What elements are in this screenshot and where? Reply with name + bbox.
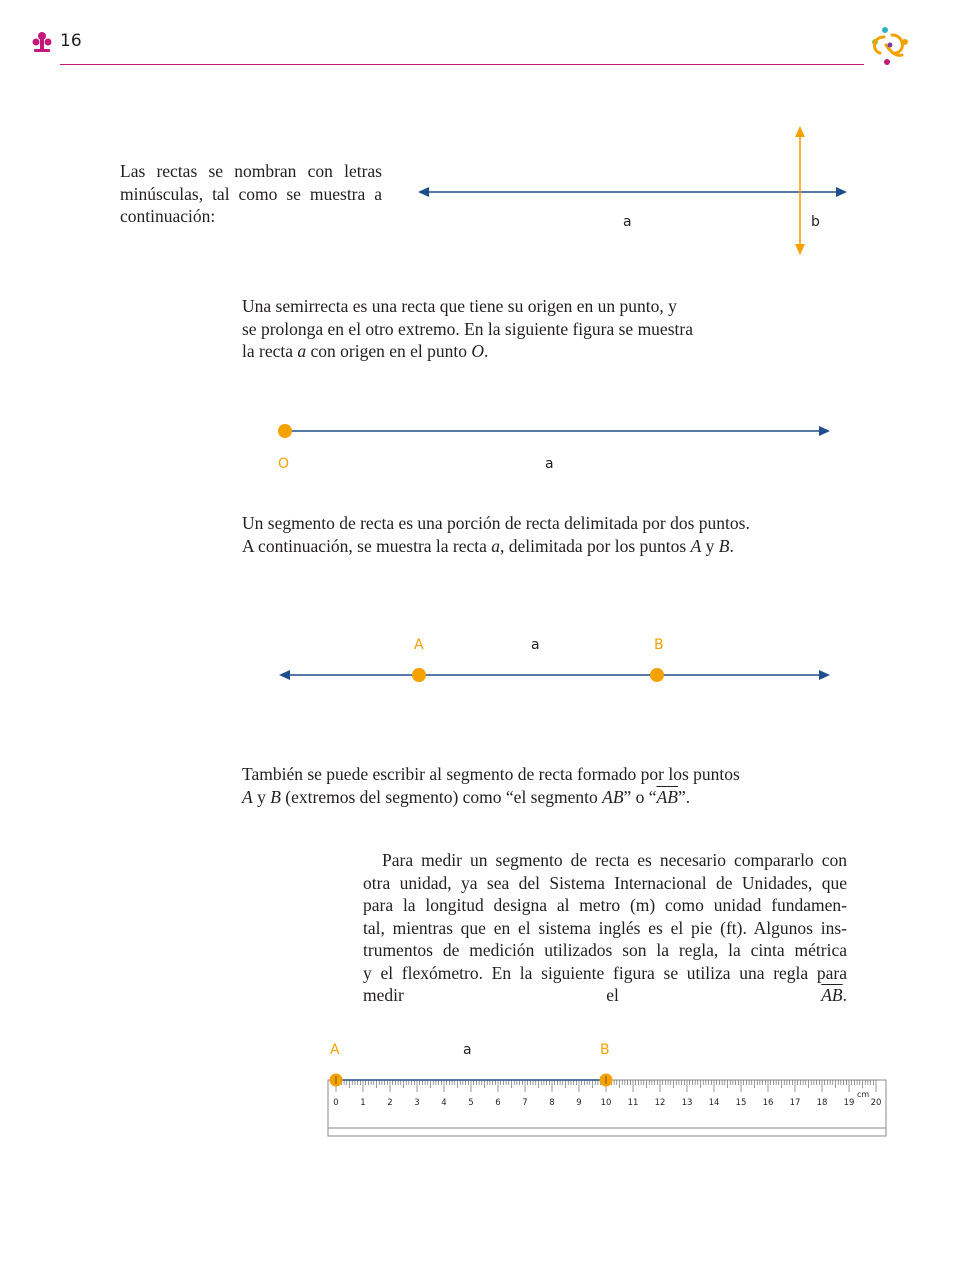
ruler-number: 6 [495,1098,501,1108]
ray-arrow-icon [819,426,830,436]
ruler-number: 1 [360,1098,366,1108]
ruler-number: 11 [627,1098,639,1108]
ruler-number: 19 [843,1098,855,1108]
segment-figure [270,660,840,690]
ruler-number: 16 [762,1098,774,1108]
text-line: se prolonga en el otro extremo. En la siguiente figura se muestra [242,318,693,339]
ruler-number: 0 [333,1098,339,1108]
segment-ab-notation: $\overline{AB}$ [821,985,843,1005]
line-b-label: b [811,214,820,230]
origin-o-label: O [278,456,290,472]
ruler-number: 7 [522,1098,528,1108]
text-line: para la longitud designa al metro (m) como unidad fundamen- [363,895,847,915]
ruler-number: 10 [600,1098,612,1108]
text-line: Las rectas se nombran con letras [120,161,382,181]
notation-paragraph [242,763,822,808]
line-a-label: a [623,214,632,230]
named-lines-paragraph [120,160,382,228]
segment-left-arrow-icon [279,670,290,680]
line-b-bottom-arrow-icon [795,244,805,255]
line-a-left-arrow-icon [418,187,429,197]
origin-point-o [278,424,292,438]
text-line: A continuación, se muestra la recta a, delimitada por los puntos A y B. [242,535,734,556]
text-line: Para medir un segmento de recta es necesario compararlo con [382,850,847,870]
text-line: Un segmento de recta es una porción de recta delimitada por dos puntos. [242,513,750,533]
series-logo-icon [866,25,910,67]
header-divider [60,64,864,65]
segment-a-label: a [531,637,540,653]
ray-paragraph [242,295,742,363]
ruler-number: 8 [549,1098,555,1108]
point-a [412,668,426,682]
ruler-number: 9 [576,1098,582,1108]
point-a-label: A [414,637,424,653]
text-line: minúsculas, tal como se muestra a [120,183,382,204]
text-line: tal, mientras que en el sistema inglés es el pie (ft). Algunos ins- [363,917,847,938]
segment-ab-notation: $\overline{AB}$ [656,786,678,807]
point-b [650,668,664,682]
ruler-number: 4 [441,1098,447,1108]
ruler-point-b-label: B [600,1042,610,1058]
text-line: la recta a con origen en el punto O. [242,341,489,361]
ruler-number: 15 [735,1098,747,1108]
text-line: A y B (extremos del segmento) como “el segmento AB” o “$\overline{AB}$”. [242,786,691,807]
text-line: otra unidad, ya sea del Sistema Internacional de Unidades, que [363,872,847,893]
ruler-point-a-label: A [330,1042,340,1058]
header-emblem-icon [31,30,53,54]
text-line: trumentos de medición utilizados son la regla, la cinta métrica [363,940,847,960]
intersecting-lines-figure [410,120,860,260]
line-a-right-arrow-icon [836,187,847,197]
ruler-segment-a-label: a [463,1042,472,1058]
point-b-label: B [654,637,664,653]
ruler-number: 2 [387,1098,393,1108]
ruler-number: 3 [414,1098,420,1108]
text-line: También se puede escribir al segmento de recta formado por los puntos [242,764,740,784]
ruler-figure [322,1068,892,1142]
ruler-number: 5 [468,1098,474,1108]
text-line: medir el $\overline{AB}$. [363,985,847,1005]
ruler-unit-label: cm [857,1090,870,1099]
segment-right-arrow-icon [819,670,830,680]
text-line: continuación: [120,206,216,226]
ray-figure [270,415,840,447]
ruler-number: 14 [708,1098,720,1108]
ray-a-label: a [545,456,554,472]
page-number: 16 [60,31,82,51]
segment-paragraph [242,512,822,557]
ruler-number: 17 [789,1098,801,1108]
line-b-top-arrow-icon [795,126,805,137]
ruler-number: 13 [681,1098,693,1108]
text-line: Una semirrecta es una recta que tiene su origen en un punto, y [242,296,677,316]
measure-paragraph [363,849,847,1007]
text-line: y el flexómetro. En la siguiente figura se utiliza una regla para [363,962,847,983]
ruler-number: 20 [870,1098,882,1108]
ruler-number: 18 [816,1098,828,1108]
ruler-number: 12 [654,1098,666,1108]
